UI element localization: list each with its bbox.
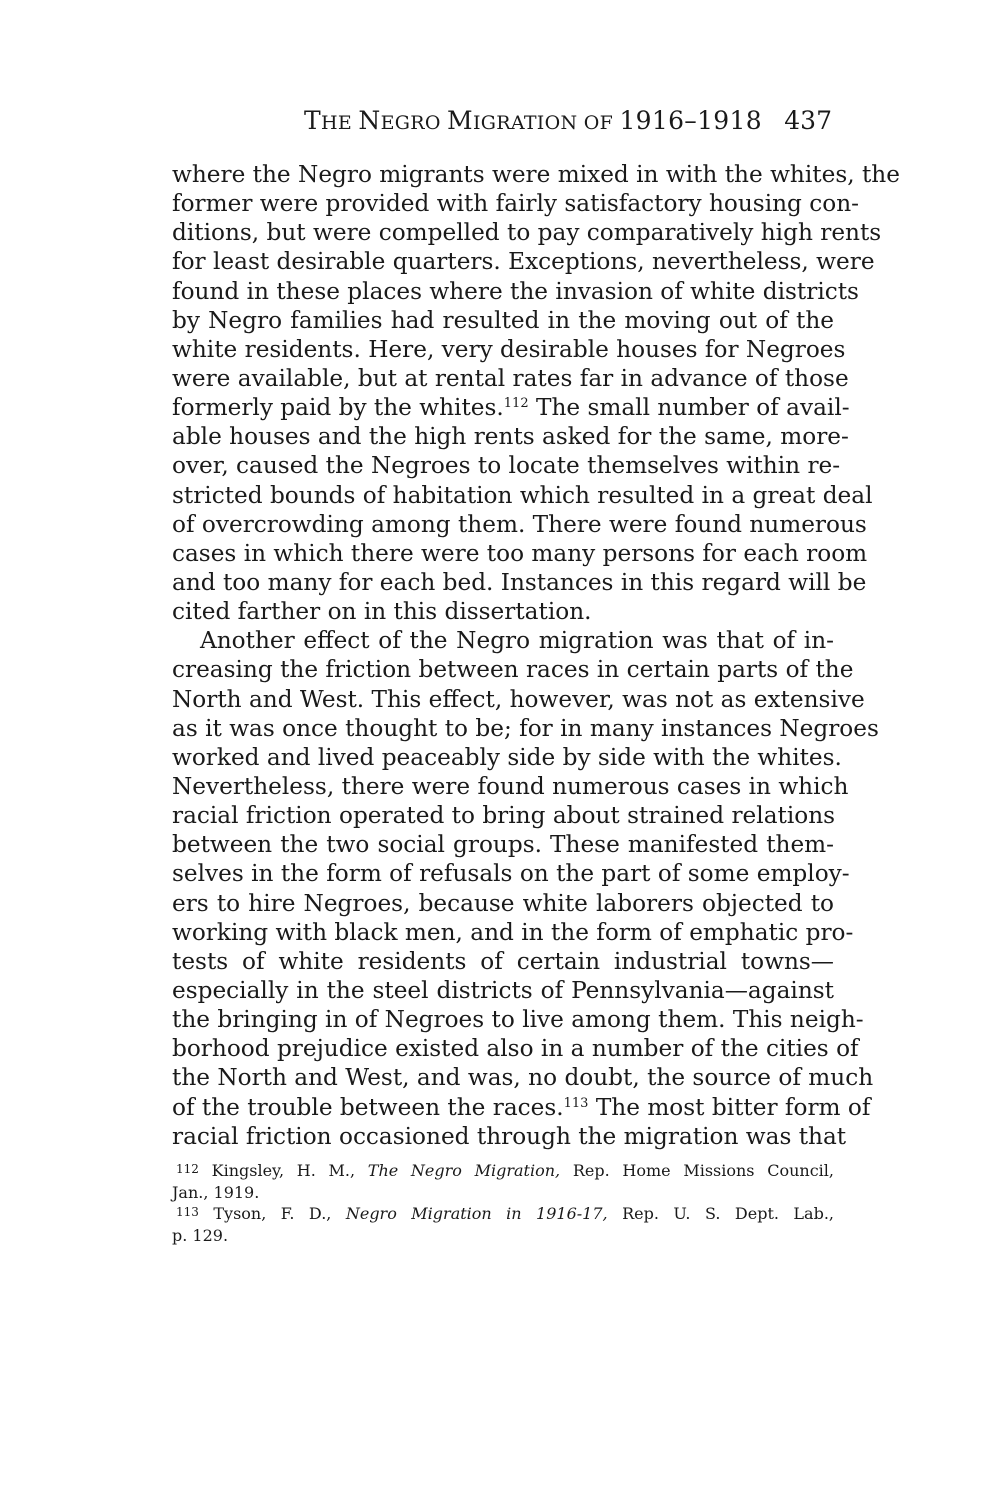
text-line: worked and lived peaceably side by side with the whites.: [172, 743, 842, 771]
paragraph: [172, 160, 900, 626]
footnote-line: Jan., 1919.: [172, 1182, 260, 1202]
text-line: North and West. This effect, however, was not as extensive: [172, 685, 865, 713]
text-line: cited farther on in this dissertation.: [172, 598, 592, 626]
footnote-113: [172, 1203, 834, 1246]
text-line: Another effect of the Negro migration was that of in-: [200, 627, 834, 655]
footnote-ref-113[interactable]: 113: [563, 1095, 589, 1111]
footnote-ref-112[interactable]: 112: [503, 396, 529, 412]
title-initial: N: [358, 106, 381, 135]
text-line: as it was once thought to be; for in many instances Negroes: [172, 714, 879, 742]
footnotes: [172, 1160, 834, 1246]
paragraph: [172, 626, 879, 1151]
text-line: and too many for each bed. Instances in this regard will be: [172, 568, 867, 596]
text-line: creasing the friction between races in certain parts of the: [172, 656, 854, 684]
text-line: ers to hire Negroes, because white laborers objected to: [172, 889, 834, 917]
text-line: ditions, but were compelled to pay comparatively high rents: [172, 219, 882, 247]
title-initial: T: [304, 106, 321, 135]
text-line: between the two social groups. These manifested them-: [172, 831, 834, 859]
title-word: HE: [320, 112, 359, 134]
text-line: Nevertheless, there were found numerous cases in which: [172, 772, 849, 800]
text-line: of overcrowding among them. There were found numerous: [172, 510, 867, 538]
text-line: the North and West, and was, no doubt, the source of much: [172, 1064, 874, 1092]
text-line: working with black men, and in the form of emphatic pro-: [172, 918, 854, 946]
text-line: over, caused the Negroes to locate themselves within re-: [172, 452, 841, 480]
text-line: of the trouble between the races.$^{113}$ The most bitter form of: [172, 1093, 871, 1121]
text-line: for least desirable quarters. Exceptions, nevertheless, were: [172, 248, 875, 276]
footnote-112: [172, 1160, 834, 1203]
text-line: the bringing in of Negroes to live among them. This neigh-: [172, 1006, 864, 1034]
running-title: [304, 106, 762, 135]
footnote-number: 112: [176, 1162, 199, 1176]
title-word: OF: [583, 112, 620, 134]
text-line: racial friction operated to bring about strained relations: [172, 802, 836, 830]
text-line: former were provided with fairly satisfactory housing con-: [172, 190, 859, 218]
text-line: were available, but at rental rates far in advance of those: [172, 364, 849, 392]
footnote-number: 113: [176, 1205, 199, 1219]
text-line: where the Negro migrants were mixed in with the whites, the: [172, 161, 900, 188]
title-years: 1916–1918: [619, 106, 762, 135]
title-word: IGRATION: [472, 112, 584, 134]
footnote-line: p. 129.: [172, 1225, 229, 1245]
footnote-line: 112 Kingsley, H. M., The Negro Migration, Rep. Home Missions Council,: [176, 1161, 834, 1180]
text-line: by Negro families had resulted in the moving out of the: [172, 306, 834, 334]
text-line: white residents. Here, very desirable houses for Negroes: [172, 335, 846, 363]
text-line: stricted bounds of habitation which resulted in a great deal: [172, 481, 873, 509]
text-line: especially in the steel districts of Pennsylvania—against: [172, 976, 834, 1004]
text-line: borhood prejudice existed also in a number of the cities of: [172, 1035, 859, 1063]
page-number: 437: [784, 106, 832, 135]
text-line: selves in the form of refusals on the part of some employ-: [172, 860, 850, 888]
title-word: EGRO: [380, 112, 448, 134]
running-header: [172, 106, 834, 142]
text-line: formerly paid by the whites.$^{112}$ The small number of avail-: [172, 394, 850, 422]
text-line: cases in which there were too many persons for each room: [172, 539, 868, 567]
footnote-title: The Negro Migration,: [367, 1161, 561, 1180]
footnote-line: 113 Tyson, F. D., Negro Migration in 1916-17, Rep. U. S. Dept. Lab.,: [176, 1204, 835, 1223]
footnote-title: Negro Migration in 1916-17,: [345, 1204, 608, 1223]
text-line: able houses and the high rents asked for the same, more-: [172, 423, 849, 451]
body-text: [172, 160, 900, 1151]
text-line: found in these places where the invasion of white districts: [172, 277, 859, 305]
text-line: racial friction occasioned through the migration was that: [172, 1122, 847, 1150]
text-line: tests of white residents of certain industrial towns—: [172, 947, 834, 975]
title-initial: M: [447, 106, 473, 135]
